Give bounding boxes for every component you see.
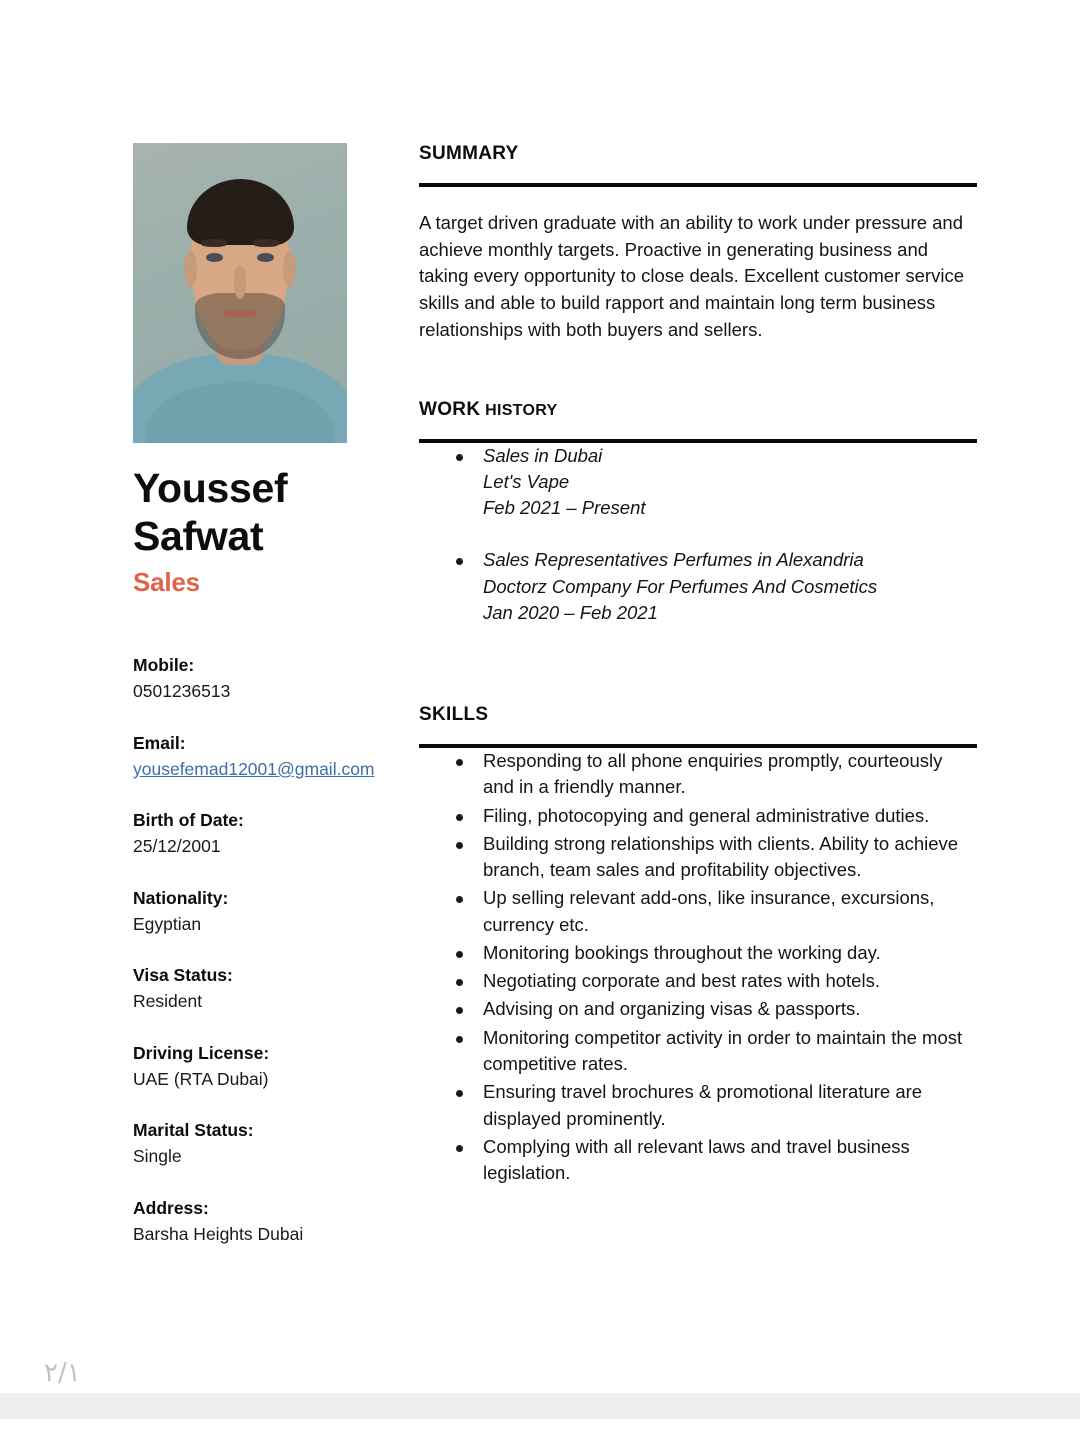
work-history-heading-main: WORK xyxy=(419,398,481,420)
contact-address xyxy=(133,1195,408,1248)
list-item: Ensuring travel brochures & promotional literature are displayed prominently. xyxy=(419,1079,977,1132)
employment-dates: Jan 2020 – Feb 2021 xyxy=(483,601,658,623)
summary-heading: SUMMARY xyxy=(419,143,519,164)
contact-value: 25/12/2001 xyxy=(133,836,221,857)
contact-label: Visa Status: xyxy=(133,965,233,986)
summary-text: A target driven graduate with an ability to work under pressure and achieve monthly targets. Proactive in generating business and taking every opportunity to close deals. Excellent customer service skills and able to build rapport and maintain long term business relationships with both buyers and sellers. xyxy=(419,211,964,341)
company-name: Doctorz Company For Perfumes And Cosmetics xyxy=(483,575,878,597)
contact-visa-status xyxy=(133,962,408,1015)
work-history-item xyxy=(419,547,977,626)
contact-label: Birth of Date: xyxy=(133,810,244,831)
photo-ear-right xyxy=(283,251,296,287)
photo-eyebrow-left xyxy=(201,239,227,247)
contact-value: Resident xyxy=(133,991,203,1012)
contact-value: Single xyxy=(133,1146,182,1167)
section-divider xyxy=(419,183,977,187)
work-history-list xyxy=(419,443,977,627)
contact-email xyxy=(133,730,408,783)
contact-label: Driving License: xyxy=(133,1042,270,1063)
contact-label: Email: xyxy=(133,732,186,753)
contact-mobile xyxy=(133,652,408,705)
first-name: Youssef xyxy=(133,465,288,511)
employment-dates: Feb 2021 – Present xyxy=(483,497,646,519)
skills-heading: SKILLS xyxy=(419,704,489,726)
contact-nationality xyxy=(133,885,408,938)
next-page-top xyxy=(0,1419,1080,1445)
skills-section xyxy=(419,704,977,1186)
left-sidebar xyxy=(133,143,408,1272)
contact-label: Address: xyxy=(133,1197,209,1218)
contact-details xyxy=(133,652,408,1247)
contact-value: UAE (RTA Dubai) xyxy=(133,1068,269,1089)
page-number: ٢/١ xyxy=(44,1358,81,1388)
photo-eye-right xyxy=(257,253,274,263)
list-item: Monitoring bookings throughout the working day. xyxy=(419,940,977,966)
contact-label: Marital Status: xyxy=(133,1120,254,1141)
contact-label: Nationality: xyxy=(133,887,229,908)
contact-birth-date xyxy=(133,807,408,860)
work-history-section xyxy=(419,399,977,626)
contact-value: Egyptian xyxy=(133,913,202,934)
list-item: Advising on and organizing visas & passports. xyxy=(419,996,977,1022)
work-history-item xyxy=(419,443,977,522)
list-item: Filing, photocopying and general administrative duties. xyxy=(419,803,977,829)
list-item: Monitoring competitor activity in order to maintain the most competitive rates. xyxy=(419,1025,977,1078)
list-item: Up selling relevant add-ons, like insurance, excursions, currency etc. xyxy=(419,885,977,938)
last-name: Safwat xyxy=(133,512,264,559)
work-history-heading xyxy=(419,399,977,422)
contact-label: Mobile: xyxy=(133,655,195,676)
list-item: Negotiating corporate and best rates with hotels. xyxy=(419,968,977,994)
photo-eye-left xyxy=(206,253,223,263)
company-name: Let's Vape xyxy=(483,470,570,492)
page-separator xyxy=(0,1393,1080,1419)
job-title: Sales xyxy=(133,567,200,598)
main-content xyxy=(419,143,977,1188)
list-item: Responding to all phone enquiries promptly, courteously and in a friendly manner. xyxy=(419,748,977,801)
profile-photo xyxy=(133,143,347,443)
skills-list xyxy=(419,748,977,1186)
photo-eyebrow-right xyxy=(253,239,279,247)
contact-value: Barsha Heights Dubai xyxy=(133,1223,304,1244)
job-title: Sales in Dubai xyxy=(483,444,603,466)
list-item: Building strong relationships with clients. Ability to achieve branch, team sales and profitability objectives. xyxy=(419,831,977,884)
list-item: Complying with all relevant laws and travel business legislation. xyxy=(419,1134,977,1187)
contact-marital-status xyxy=(133,1117,408,1170)
contact-value: 0501236513 xyxy=(133,681,231,702)
spacer xyxy=(419,626,977,704)
summary-section xyxy=(419,143,977,344)
spacer xyxy=(419,344,977,399)
email-link[interactable]: yousefemad12001@gmail.com xyxy=(133,758,375,779)
contact-driving-license xyxy=(133,1040,408,1093)
name-block xyxy=(133,465,408,598)
work-history-heading-small: HISTORY xyxy=(480,401,558,419)
job-title: Sales Representatives Perfumes in Alexandria xyxy=(483,549,864,571)
